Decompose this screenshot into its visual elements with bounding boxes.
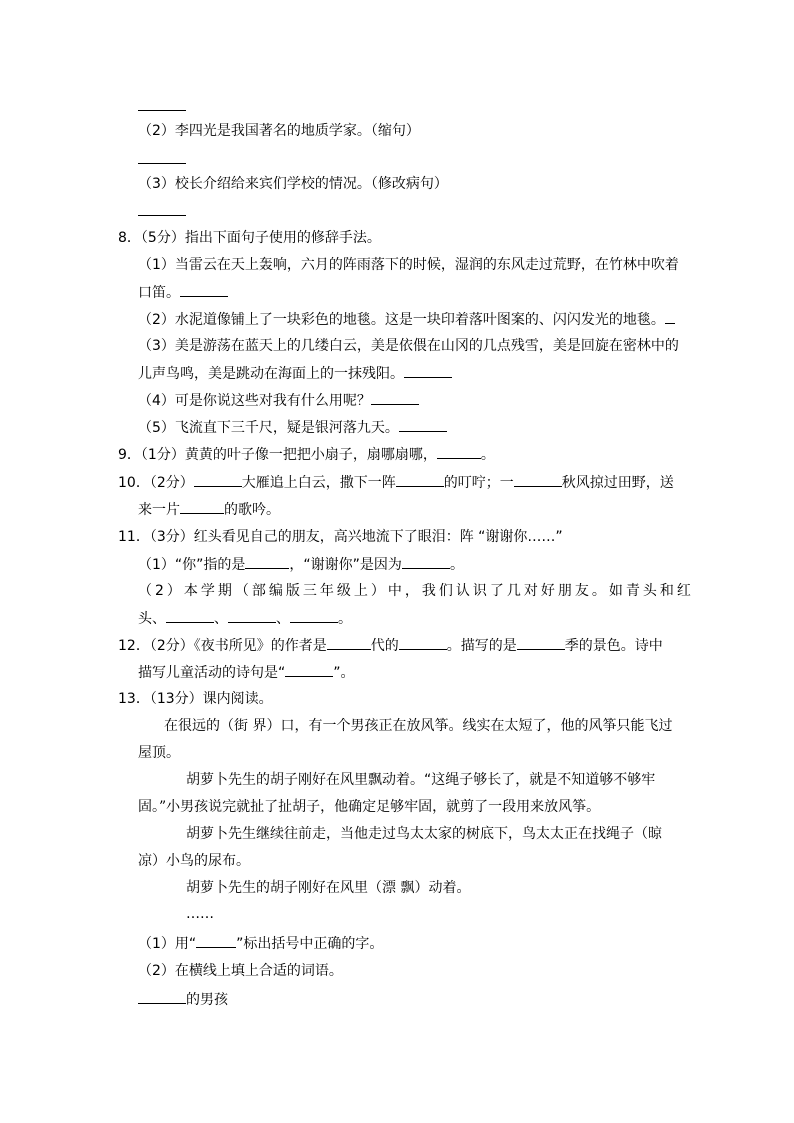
question-text: 秋风掠过田野，送 xyxy=(561,475,674,491)
question-text: 。 xyxy=(449,557,464,573)
question-13-sub-1 xyxy=(138,933,383,953)
question-7-item-2: （2）李四光是我国著名的地质学家。（缩句） xyxy=(138,123,420,139)
question-text: （1）“你”指的是 xyxy=(138,557,246,573)
answer-blank[interactable] xyxy=(399,635,447,650)
question-text: 。描写的是 xyxy=(446,638,517,654)
passage-paragraph-4: 胡萝卜先生的胡子刚好在风里（漂 飘）动着。 xyxy=(186,880,471,896)
question-11-item-2-line-1: （2）本学期（部编版三年级上）中，我们认识了几对好朋友。如青头和红 xyxy=(138,583,694,599)
question-8-item-3-line-1: （3）美是游荡在蓝天上的几缕白云，美是依偎在山冈的几点残雪，美是回旋在密林中的 xyxy=(138,338,679,354)
question-text: ”。 xyxy=(333,665,355,681)
question-13-sub-2-blank-line xyxy=(138,989,228,1009)
answer-blank[interactable] xyxy=(180,282,228,297)
question-text: 9．（1分）黄黄的叶子像一把把小扇子，扇哪扇哪， xyxy=(118,447,437,463)
question-8-item-3-line-2 xyxy=(138,363,452,383)
answer-blank[interactable] xyxy=(665,309,675,324)
passage-ellipsis: …… xyxy=(186,906,214,922)
question-text: 代的 xyxy=(370,638,399,654)
question-8-title: 8．（5分）指出下面句子使用的修辞手法。 xyxy=(118,230,381,246)
question-text: 描写儿童活动的诗句是“ xyxy=(138,665,286,681)
answer-blank[interactable] xyxy=(180,499,224,514)
answer-blank[interactable] xyxy=(285,662,333,677)
question-text: ”标出括号中正确的字。 xyxy=(236,936,384,952)
passage-paragraph-2-line-1: 胡萝卜先生的胡子刚好在风里飘动着。“这绳子够长了，就是不知道够不够牢 xyxy=(186,772,656,788)
answer-blank[interactable] xyxy=(437,444,481,459)
answer-blank[interactable] xyxy=(138,201,186,216)
answer-blank[interactable] xyxy=(194,472,242,487)
question-text: 大雁追上白云，撒下一阵 xyxy=(241,475,396,491)
question-9 xyxy=(118,444,495,464)
question-10-line-2 xyxy=(138,499,280,519)
answer-blank[interactable] xyxy=(404,363,452,378)
answer-blank[interactable] xyxy=(196,933,236,948)
answer-blank[interactable] xyxy=(138,96,186,111)
question-text: （4）可是你说这些对我有什么用呢？ xyxy=(138,393,371,409)
answer-blank[interactable] xyxy=(371,390,419,405)
question-text: 口笛。 xyxy=(138,285,180,301)
answer-blank[interactable] xyxy=(514,472,562,487)
answer-blank[interactable] xyxy=(402,554,450,569)
passage-paragraph-2-line-2: 固。”小男孩说完就扯了扯胡子，他确定足够牢固，就剪了一段用来放风筝。 xyxy=(138,799,601,815)
question-8-item-1-line-2 xyxy=(138,282,228,302)
question-text: 。 xyxy=(480,447,495,463)
question-13-title: 13．（13分）课内阅读。 xyxy=(118,691,273,707)
answer-line xyxy=(138,149,186,169)
passage-paragraph-3-line-2: 凉）小鸟的尿布。 xyxy=(138,853,250,869)
question-8-item-4 xyxy=(138,390,419,410)
answer-blank[interactable] xyxy=(245,554,289,569)
question-text: 。 xyxy=(338,611,352,627)
passage-paragraph-3-line-1: 胡萝卜先生继续往前走，当他走过鸟太太家的树底下，鸟太太正在找绳子（晾 xyxy=(186,826,662,842)
answer-blank[interactable] xyxy=(399,417,447,432)
question-10-line-1 xyxy=(118,472,674,492)
question-11-title: 11．（3分）红头看见自己的朋友，高兴地流下了眼泪：阵 “谢谢你……” xyxy=(118,529,563,545)
question-8-item-5 xyxy=(138,417,447,437)
question-text: 、 xyxy=(214,611,228,627)
answer-line xyxy=(138,96,186,116)
answer-blank[interactable] xyxy=(290,608,338,623)
question-8-item-2 xyxy=(138,309,675,329)
question-text: （1）用“ xyxy=(138,936,197,952)
question-13-sub-2: （2）在横线上填上合适的词语。 xyxy=(138,963,343,979)
answer-blank[interactable] xyxy=(166,608,214,623)
passage-paragraph-1-line-1: 在很远的（街 界）口，有一个男孩正在放风筝。线实在太短了，他的风筝只能飞过 xyxy=(164,718,673,734)
question-text: 10．（2分） xyxy=(118,475,194,491)
question-12-line-1 xyxy=(118,635,663,655)
question-7-item-3: （3）校长介绍给来宾们学校的情况。（修改病句） xyxy=(138,176,448,192)
question-text: 的男孩 xyxy=(186,992,228,1008)
question-11-item-2-line-2 xyxy=(138,608,352,628)
passage-paragraph-1-line-2: 屋顶。 xyxy=(138,745,180,761)
question-text: 的歌吟。 xyxy=(224,502,280,518)
question-text: 头、 xyxy=(138,611,166,627)
answer-blank[interactable] xyxy=(138,989,186,1004)
question-text: 、 xyxy=(276,611,290,627)
question-text: 季的景色。诗中 xyxy=(564,638,663,654)
answer-blank[interactable] xyxy=(517,635,565,650)
question-11-item-1 xyxy=(138,554,464,574)
answer-blank[interactable] xyxy=(396,472,444,487)
question-text: ，“谢谢你”是因为 xyxy=(289,557,402,573)
question-8-item-1-line-1: （1）当雷云在天上轰响，六月的阵雨落下的时候，湿润的东风走过荒野，在竹林中吹着 xyxy=(138,257,679,273)
question-text: （2）水泥道像铺上了一块彩色的地毯。这是一块印着落叶图案的、闪闪发光的地毯。 xyxy=(138,312,665,328)
question-text: （5）飞流直下三千尺，疑是银河落九天。 xyxy=(138,420,399,436)
answer-blank[interactable] xyxy=(138,149,186,164)
question-text: 的叮咛；一 xyxy=(443,475,514,491)
answer-blank[interactable] xyxy=(327,635,371,650)
answer-blank[interactable] xyxy=(228,608,276,623)
question-text: 12．（2分）《夜书所见》的作者是 xyxy=(118,638,327,654)
answer-line xyxy=(138,201,186,221)
question-text: 来一片 xyxy=(138,502,180,518)
question-text: 儿声鸟鸣，美是跳动在海面上的一抹残阳。 xyxy=(138,366,404,382)
question-12-line-2 xyxy=(138,662,355,682)
